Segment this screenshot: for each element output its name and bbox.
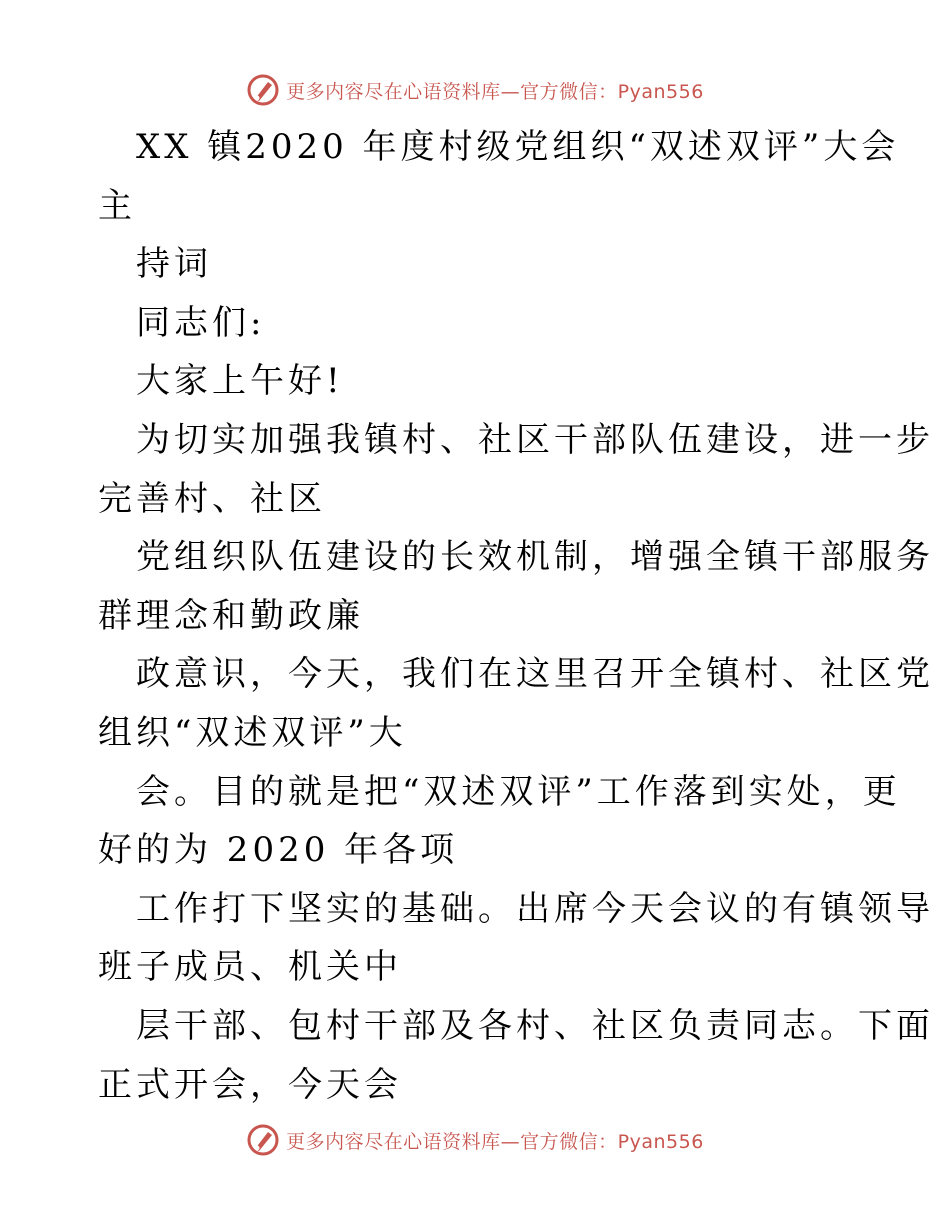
text-line: 班子成员、机关中: [98, 947, 402, 988]
pen-seal-logo-icon: [246, 73, 280, 107]
document-body: [98, 118, 934, 1114]
text-line: 政意识，今天，我们在这里召开全镇村、社区党: [136, 654, 934, 695]
text-line: 群理念和勤政廉: [98, 595, 364, 636]
text-line: 工作打下坚实的基础。出席今天会议的有镇领导: [136, 888, 934, 929]
text-line: 组织“双述双评”大: [98, 712, 407, 753]
text-line: 党组织队伍建设的长效机制，增强全镇干部服务: [136, 537, 934, 578]
watermark-header: [0, 70, 950, 110]
text-line: 主: [98, 185, 136, 226]
text-line: 正式开会，今天会: [98, 1064, 402, 1105]
text-line: 层干部、包村干部及各村、社区负责同志。下面: [136, 1005, 934, 1046]
watermark-footer: [0, 1120, 950, 1160]
watermark-text: 更多内容尽在心语资料库—官方微信：Pyan556: [286, 80, 704, 103]
text-line: 会。目的就是把“双述双评”工作落到实处，更: [136, 771, 901, 812]
text-line: 完善村、社区: [98, 478, 326, 519]
text-line: 为切实加强我镇村、社区干部队伍建设，进一步: [136, 419, 934, 460]
text-line: 持词: [136, 244, 212, 285]
text-line: 同志们:: [136, 302, 266, 343]
text-line: 大家上午好!: [136, 361, 344, 402]
watermark-text: 更多内容尽在心语资料库—官方微信：Pyan556: [286, 1130, 704, 1153]
text-line: XX 镇2020 年度村级党组织“双述双评”大会: [136, 127, 900, 167]
pen-seal-logo-icon: [246, 1123, 280, 1157]
text-line: 好的为 2020 年各项: [98, 830, 459, 871]
